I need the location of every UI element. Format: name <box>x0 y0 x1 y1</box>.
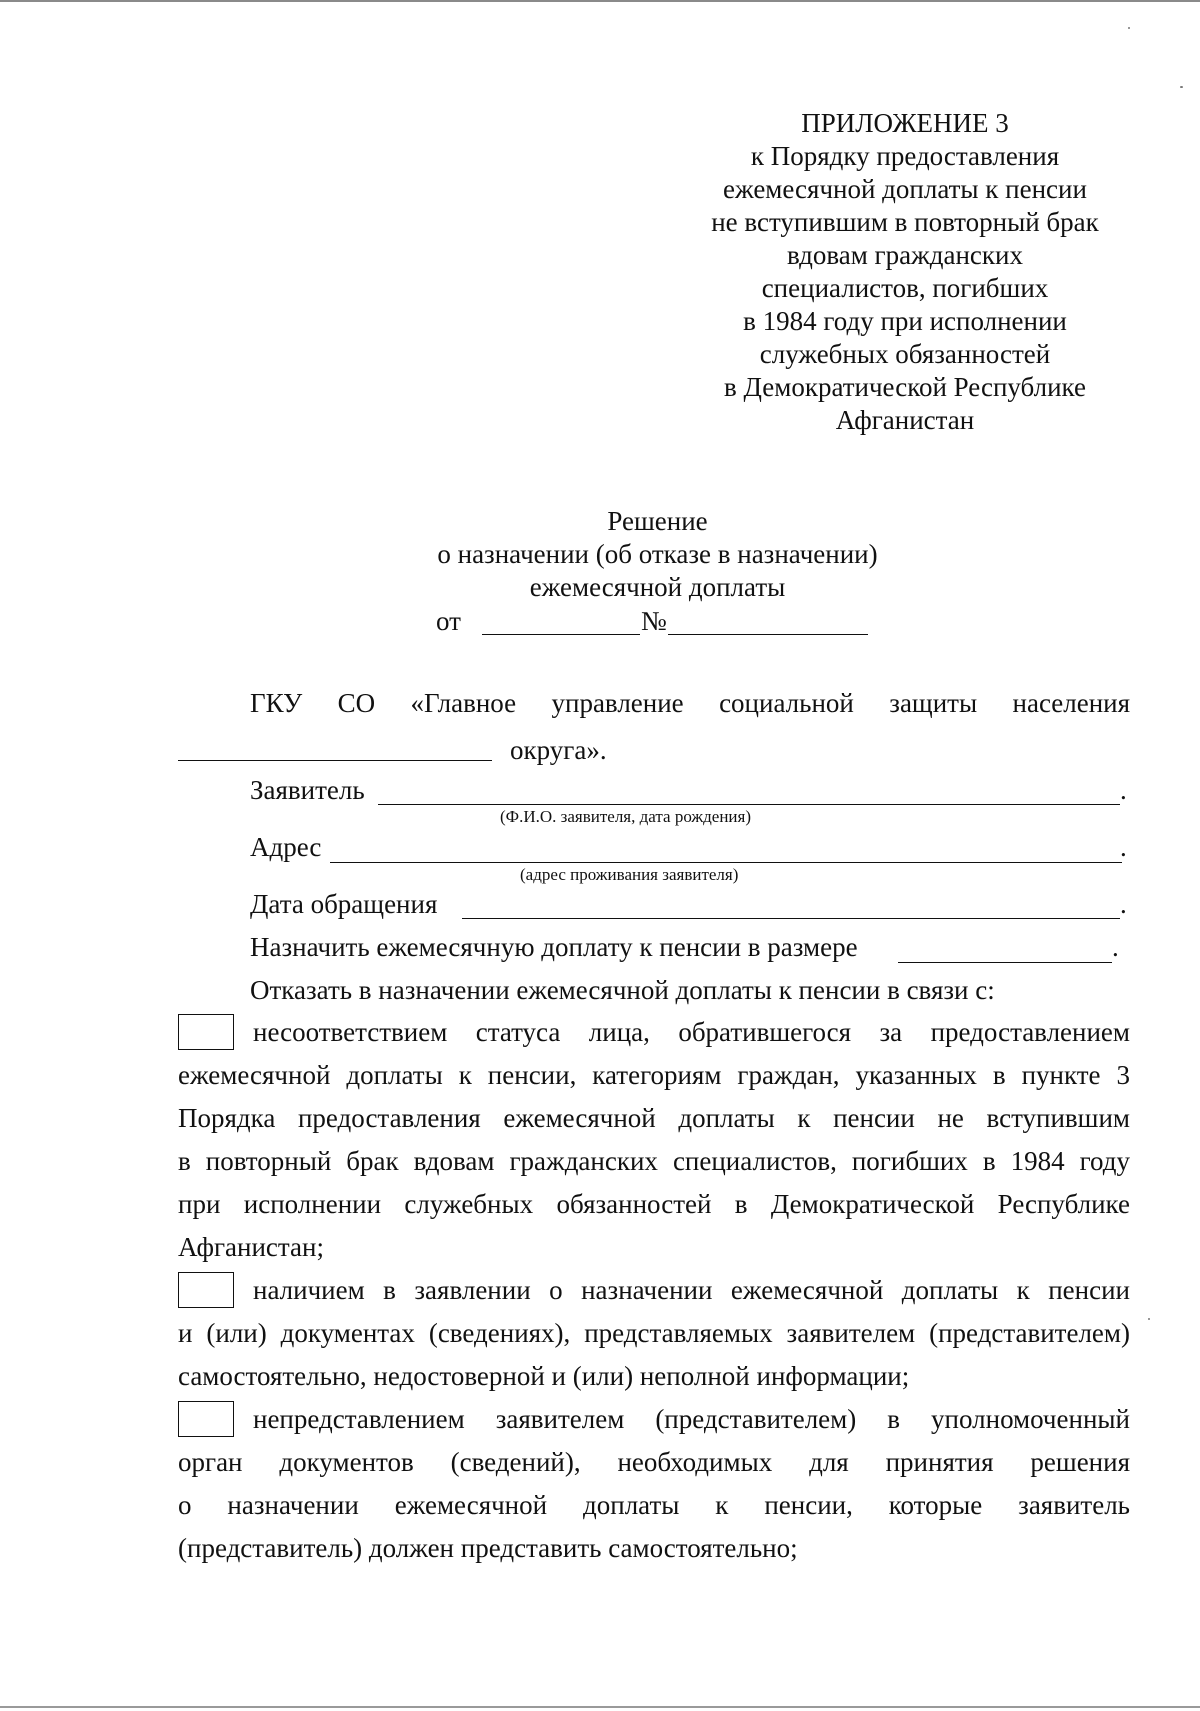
applicant-period: . <box>1120 775 1127 805</box>
reason-1-line: Порядка предоставления ежемесячной доплаты к пенсии не вступившим <box>178 1103 1130 1133</box>
applicant-caption: (Ф.И.О. заявителя, дата рождения) <box>500 807 752 826</box>
reason-1-line: Афганистан; <box>178 1232 324 1262</box>
scan-speck <box>1128 27 1130 29</box>
assign-amount-field[interactable] <box>898 962 1112 963</box>
date-field[interactable] <box>482 634 640 635</box>
reason-1-checkbox[interactable] <box>178 1014 234 1050</box>
appendix-line: в 1984 году при исполнении <box>743 306 1067 336</box>
number-sign: № <box>641 606 667 636</box>
refuse-text: Отказать в назначении ежемесячной доплаты к пенсии в связи с: <box>250 975 995 1005</box>
decision-heading: Решение <box>607 506 708 536</box>
decision-subtitle: ежемесячной доплаты <box>529 572 786 602</box>
reason-3-line: о назначении ежемесячной доплаты к пенсии, которые заявитель <box>178 1490 1130 1520</box>
address-label: Адрес <box>250 832 322 862</box>
district-field[interactable] <box>178 760 492 761</box>
address-field[interactable] <box>330 862 1122 863</box>
scan-speck <box>1148 1318 1150 1320</box>
reason-2-line: и (или) документах (сведениях), представляемых заявителем (представителем) <box>178 1318 1130 1348</box>
scan-speck <box>1180 86 1183 88</box>
applicant-label: Заявитель <box>250 775 365 805</box>
scan-top-edge <box>0 0 1200 2</box>
appendix-line: в Демократической Республике <box>724 372 1086 402</box>
reason-3-line: непредставлением заявителем (представителем) в уполномоченный <box>253 1404 1130 1434</box>
number-field[interactable] <box>668 634 868 635</box>
organization-line: ГКУ СО «Главное управление социальной защиты населения <box>250 688 1131 718</box>
appendix-line: к Порядку предоставления <box>750 141 1060 171</box>
address-period: . <box>1120 832 1127 862</box>
reason-3-checkbox[interactable] <box>178 1401 234 1437</box>
reason-2-checkbox[interactable] <box>178 1272 234 1308</box>
application-date-label: Дата обращения <box>250 889 438 919</box>
reason-3-line: орган документов (сведений), необходимых для принятия решения <box>178 1447 1130 1477</box>
reason-2-line: самостоятельно, недостоверной и (или) неполной информации; <box>178 1361 910 1391</box>
application-date-period: . <box>1120 889 1127 919</box>
from-label: от <box>436 606 461 636</box>
organization-suffix: округа». <box>510 735 607 765</box>
address-caption: (адрес проживания заявителя) <box>520 865 739 884</box>
appendix-line: специалистов, погибших <box>761 273 1049 303</box>
assign-period: . <box>1112 932 1119 962</box>
appendix-heading: ПРИЛОЖЕНИЕ 3 <box>801 108 1009 138</box>
assign-text: Назначить ежемесячную доплату к пенсии в размере <box>250 932 858 962</box>
decision-subtitle: о назначении (об отказе в назначении) <box>437 539 878 569</box>
reason-1-line: ежемесячной доплаты к пенсии, категориям граждан, указанных в пункте 3 <box>178 1060 1130 1090</box>
scan-bottom-edge <box>0 1706 1200 1708</box>
applicant-field[interactable] <box>378 804 1120 805</box>
reason-1-line: несоответствием статуса лица, обратившегося за предоставлением <box>253 1017 1130 1047</box>
reason-2-line: наличием в заявлении о назначении ежемесячной доплаты к пенсии <box>253 1275 1130 1305</box>
appendix-line: не вступившим в повторный брак <box>711 207 1099 237</box>
reason-3-line: (представитель) должен представить самостоятельно; <box>178 1533 798 1563</box>
reason-1-line: в повторный брак вдовам гражданских специалистов, погибших в 1984 году <box>178 1146 1130 1176</box>
appendix-line: вдовам гражданских <box>787 240 1023 270</box>
appendix-line: Афганистан <box>835 405 975 435</box>
application-date-field[interactable] <box>462 918 1120 919</box>
appendix-line: ежемесячной доплаты к пенсии <box>723 174 1087 204</box>
appendix-block <box>660 107 1150 437</box>
decision-title <box>380 505 935 604</box>
appendix-line: служебных обязанностей <box>759 339 1051 369</box>
reason-1-line: при исполнении служебных обязанностей в Демократической Республике <box>178 1189 1130 1219</box>
